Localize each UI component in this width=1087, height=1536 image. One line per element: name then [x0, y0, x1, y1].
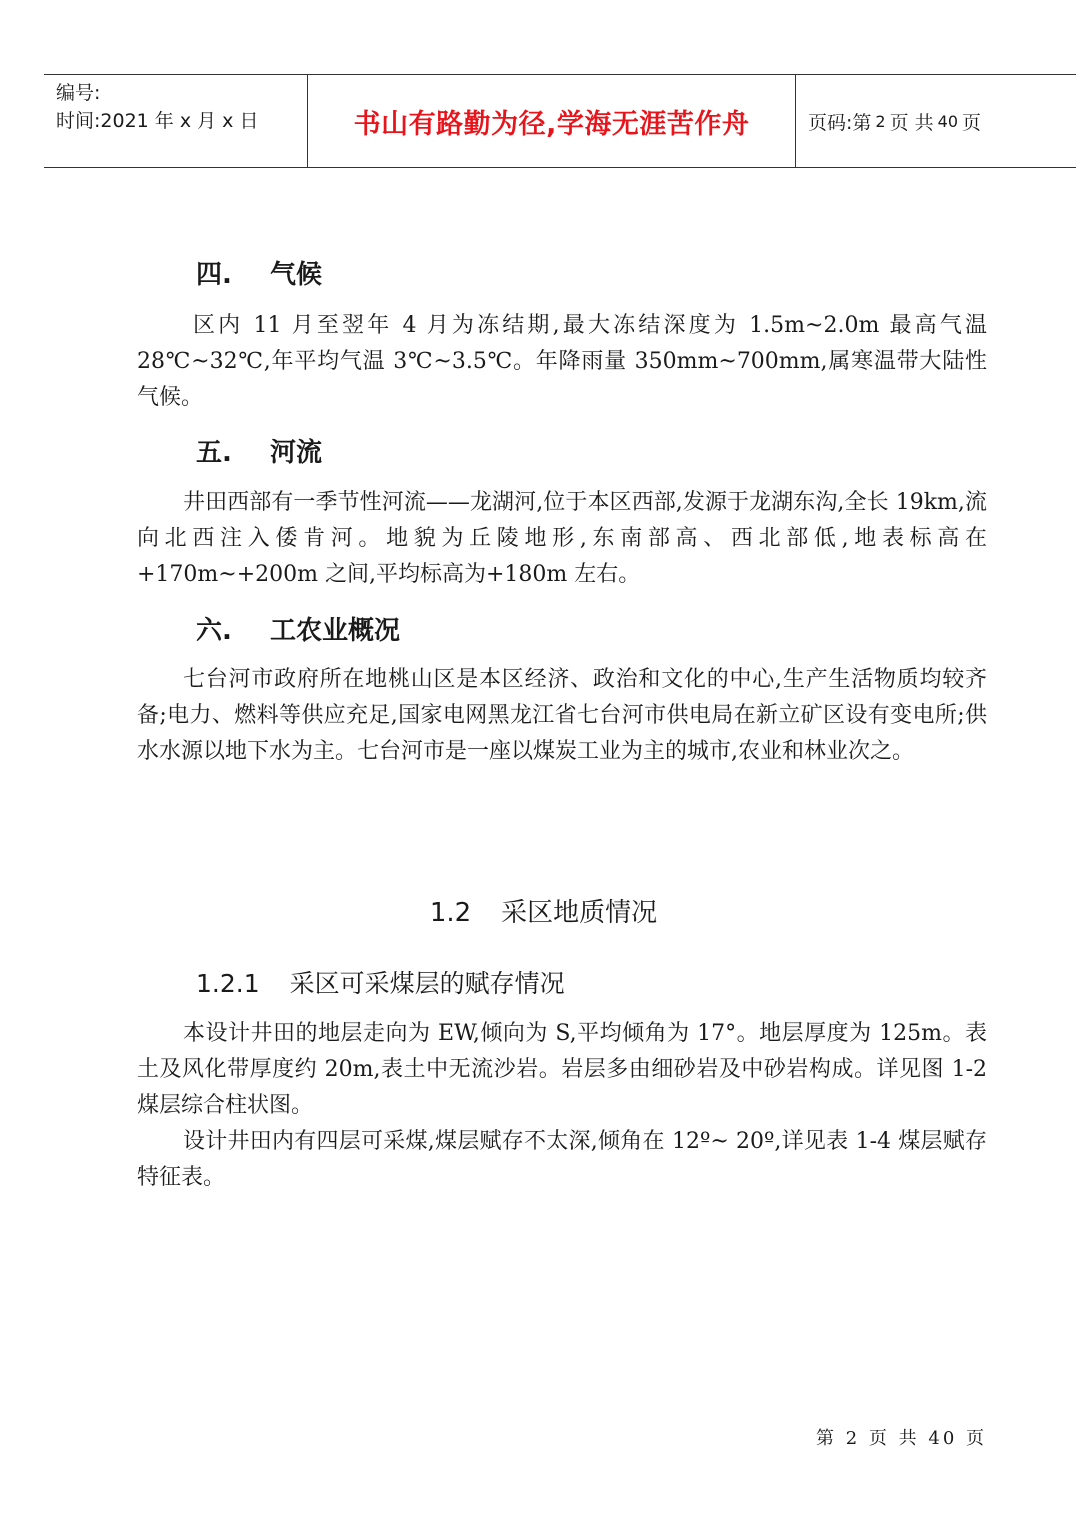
section-number: 五. — [196, 438, 232, 468]
section-title: 工农业概况 — [270, 616, 401, 646]
paragraph-seams: 设计井田内有四层可采煤,煤层赋存不太深,倾角在 12º~ 20º,详见表 1-4 煤层赋存特征表。 — [137, 1129, 987, 1190]
page-total: 40 — [937, 111, 958, 131]
section-number: 四. — [196, 260, 232, 290]
page-suffix: 页 — [962, 111, 982, 134]
paragraph-strata: 本设计井田的地层走向为 EW,倾向为 S,平均倾角为 17°。地层厚度为 125m。表土及风化带厚度约 20m,表土中无流沙岩。岩层多由细砂岩及中砂岩构成。详见图 1-2 煤层综合柱状图。 — [137, 1021, 987, 1118]
header-meta — [44, 75, 308, 167]
section-title: 气候 — [270, 260, 323, 290]
header-page-info — [796, 75, 1076, 167]
section-heading-river — [196, 432, 322, 469]
header-motto: 书山有路勤为径,学海无涯苦作舟 — [308, 75, 796, 167]
page-header — [44, 74, 1076, 168]
subchapter-number: 1.2.1 — [196, 969, 260, 998]
chapter-title: 采区地质情况 — [501, 898, 658, 928]
paragraph-industry: 七台河市政府所在地桃山区是本区经济、政治和文化的中心,生产生活物质均较齐备;电力、燃料等供应充足,国家电网黑龙江省七台河市供电局在新立矿区设有变电所;供水水源以地下水为主。七台河市是一座以煤炭工业为主的城市,农业和林业次之。 — [137, 667, 987, 764]
subchapter-title: 采区可采煤层的赋存情况 — [289, 969, 565, 998]
subchapter-heading — [196, 964, 565, 1000]
chapter-number: 1.2 — [429, 898, 472, 928]
section-heading-climate — [196, 254, 322, 291]
section-title: 河流 — [270, 438, 323, 468]
paragraph-river: 井田西部有一季节性河流——龙湖河,位于本区西部,发源于龙湖东沟,全长 19km,流向北西注入倭肯河。地貌为丘陵地形,东南部高、西北部低,地表标高在+170m~+200m 之间,平均标高为+180m 左右。 — [137, 490, 987, 587]
page-current: 2 — [875, 111, 886, 131]
time-label: 时间:2021 年 x 月 x 日 — [56, 110, 259, 132]
page-prefix: 页码:第 — [808, 111, 872, 134]
paragraph-climate: 区内 11 月至翌年 4 月为冻结期,最大冻结深度为 1.5m~2.0m 最高气温 28℃~32℃,年平均气温 3℃~3.5℃。年降雨量 350mm~700mm,属寒温带大陆性气候。 — [137, 313, 987, 410]
chapter-heading — [0, 892, 1087, 929]
section-heading-industry — [196, 610, 400, 647]
page-footer: 第 2 页 共 40 页 — [816, 1428, 987, 1449]
section-number: 六. — [196, 616, 232, 646]
page-middle: 页 共 — [889, 111, 934, 134]
number-label: 编号: — [56, 82, 101, 104]
